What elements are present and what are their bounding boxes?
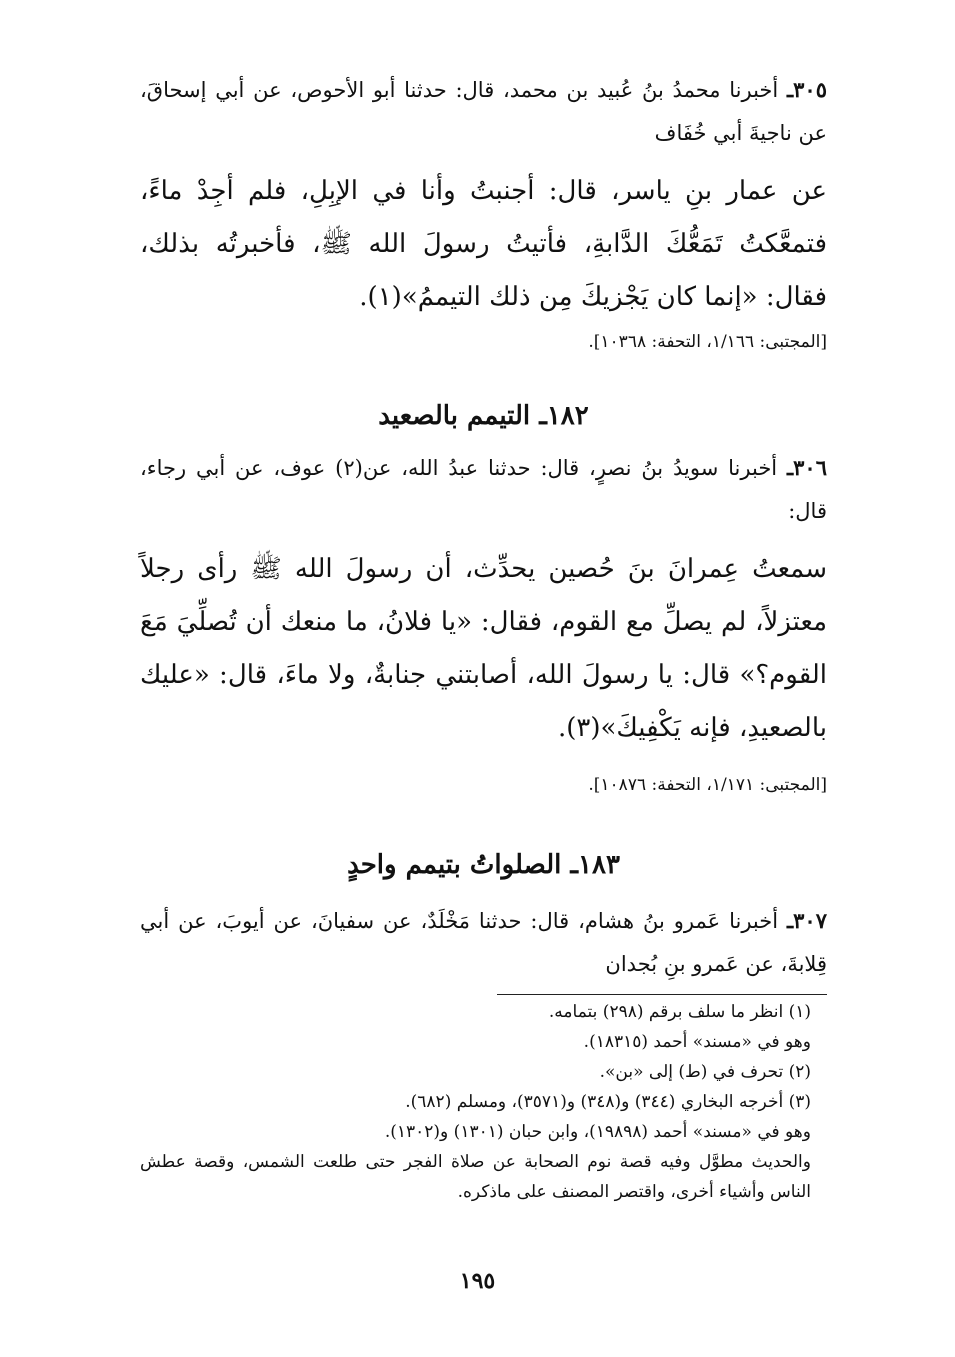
hadith-306-isnad	[140, 446, 827, 533]
footnote-line: والحديث مطوَّل وفيه قصة نوم الصحابة عن صلاة الفجر حتى طلعت الشمس، وقصة عطش الناس وأشياء أخرى، واقتصر المصنف على ماذكره.	[140, 1152, 811, 1202]
footnote-line: وهو في «مسند» أحمد (١٩٨٩٨)، وابن حبان (١٣٠١) و(١٣٠٢).	[384, 1122, 811, 1142]
hadith-306-reference: [المجتبى: ١/١٧١، التحفة: ١٠٨٧٦].	[588, 775, 827, 795]
footnotes	[140, 997, 827, 1207]
hadith-306-matn: سمعتُ عِمرانَ بنَ حُصين يحدِّث، أن رسولَ الله ﷺ رأى رجلاً معتزلاً، لم يصلِّ مع القوم، فقال: «يا فلانُ، ما منعك أن تُصلِّيَ مَعَ القوم؟» قال: يا رسولَ الله، أصابتني جنابةٌ، ولا ماءَ، قال: «عليك بالصعيدِ، فإنه يَكْفِيكَ»(٣).	[140, 554, 827, 743]
hadith-305-reference: [المجتبى: ١/١٦٦، التحفة: ١٠٣٦٨].	[588, 332, 827, 352]
footnote-line: (٣) أخرجه البخاري (٣٤٤) و(٣٤٨) و(٣٥٧١)، ومسلم (٦٨٢).	[405, 1092, 811, 1112]
hadith-number: ٣٠٦ـ	[787, 455, 827, 480]
isnad-text: أخبرنا عَمرو بنُ هشام، قال: حدثنا مَخْلَدٌ، عن سفيانَ، عن أيوبَ، عن أبي قِلابةَ، عن عَمرو بنِ بُجدان	[140, 909, 827, 976]
chapter-183-title: ١٨٣ـ الصلواتُ بتيمم واحدٍ	[347, 850, 620, 880]
hadith-number: ٣٠٧ـ	[786, 908, 827, 933]
hadith-307-isnad	[140, 899, 827, 986]
chapter-182-title: ١٨٢ـ التيمم بالصعيد	[378, 401, 589, 431]
footnote-line: (١) انظر ما سلف برقم (٢٩٨) بتمامه.	[548, 1002, 811, 1022]
hadith-305-isnad	[140, 68, 827, 155]
page-number: ١٩٥	[459, 1268, 496, 1294]
isnad-text: أخبرنا سويدُ بنُ نصرٍ، قال: حدثنا عبدُ الله، عن(٢) عوف، عن أبي رجاء، قال:	[140, 456, 827, 523]
footnote-line: وهو في «مسند» أحمد (١٨٣١٥).	[583, 1032, 811, 1052]
hadith-number: ٣٠٥ـ	[786, 77, 827, 102]
footnote-line: (٢) تحرف في (ط) إلى «بن».	[599, 1062, 811, 1082]
hadith-305-matn: عن عمار بنِ ياسر، قال: أجنبتُ وأنا في الإبِلِ، فلم أجِدْ ماءً، فتمعَّكتُ تَمَعُّكَ الدَّابةِ، فأتيتُ رسولَ الله ﷺ، فأخبرتُه بذلك، فقال: «إنما كان يَجْزيكَ مِن ذلك التيممُ»(١).	[140, 176, 827, 312]
isnad-text: أخبرنا محمدُ بنُ عُبيد بن محمد، قال: حدثنا أبو الأحوص، عن أبي إسحاقَ، عن ناجيةَ أبي خُفَاف	[140, 78, 827, 145]
